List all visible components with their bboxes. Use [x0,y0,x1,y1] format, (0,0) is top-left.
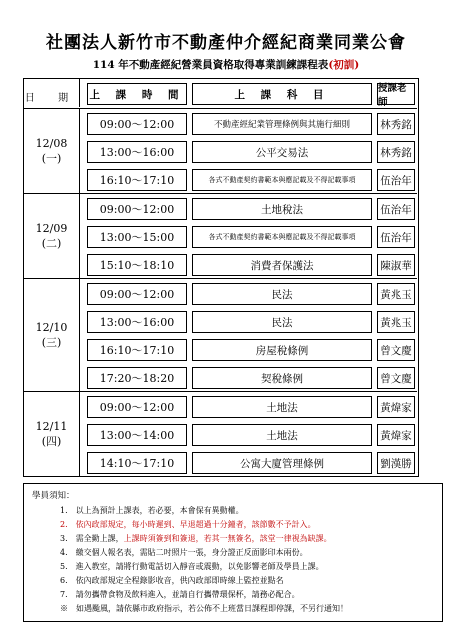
header-course: 上 課 科 目 [192,83,372,105]
table-row [80,280,417,307]
date-cell [24,279,80,391]
notice-text-highlight: 上課時須簽到和簽退，若其一無簽名，該堂一律視為缺課。 [123,534,332,543]
teacher-cell: 曾文慶 [377,339,415,361]
teacher-cell: 黃煒家 [377,396,415,418]
teacher-cell: 黃兆玉 [377,283,415,305]
time-cell: 17:20～18:20 [87,367,187,389]
time-cell: 13:00～16:00 [87,311,187,333]
time-cell: 09:00～12:00 [87,198,187,220]
teacher-cell: 黃煒家 [377,424,415,446]
table-row [80,364,417,391]
notice-item: 2. 依內政部規定，每小時遲到、早退超過十分鐘者，該節數不予計入。 [60,520,316,529]
teacher-cell: 伍治年 [377,198,415,220]
date-label: 12/08 [35,137,68,150]
date-label: 12/09 [35,222,68,235]
time-cell: 14:10～17:10 [87,452,187,474]
weekday-label: (二) [41,237,62,250]
table-row [80,308,417,335]
course-cell: 消費者保護法 [192,254,372,276]
notice-item: 4. 繳交個人報名表，需貼二吋照片一張，身分證正反面影印本兩份。 [60,548,308,557]
teacher-cell: 伍治年 [377,169,415,191]
table-row [80,393,417,420]
date-cell [24,109,80,193]
time-cell: 13:00～16:00 [87,141,187,163]
header-time: 上 課 時 間 [87,83,187,105]
notice-item [32,532,434,546]
table-row [80,166,417,193]
teacher-cell: 黃兆玉 [377,311,415,333]
time-cell: 09:00～12:00 [87,396,187,418]
date-label: 12/10 [35,321,68,334]
teacher-cell: 伍治年 [377,226,415,248]
course-cell: 各式不動產契約書範本與應記載及不得記載事項 [192,169,372,191]
table-header [24,79,417,109]
header-teacher: 授課老師 [377,83,415,105]
day-group [24,392,417,476]
time-cell: 09:00～12:00 [87,283,187,305]
course-cell: 民法 [192,311,372,333]
notice-item: 6. 依內政部規定全程錄影收音，供內政部即時線上監控並點名 [60,576,284,585]
notice-title: 學員須知： [32,491,75,501]
course-cell: 契稅條例 [192,367,372,389]
course-cell: 民法 [192,283,372,305]
table-row [80,223,417,250]
day-group [24,109,417,194]
time-cell: 13:00～15:00 [87,226,187,248]
weekday-label: (三) [41,336,62,349]
page-title: 社團法人新竹市不動產仲介經紀商業同業公會 [46,33,406,53]
weekday-label: (四) [41,435,62,448]
notice-item: 7. 請勿攜帶食物及飲料進入，並請自行攜帶環保杯，請務必配合。 [60,590,300,599]
page-subtitle [0,57,452,72]
table-row [80,195,417,222]
time-cell: 16:10～17:10 [87,169,187,191]
subtitle-tag: (初訓) [328,59,360,71]
schedule-table [23,78,419,477]
teacher-cell: 陳淑華 [377,254,415,276]
course-cell: 土地稅法 [192,198,372,220]
header-date: 日 期 [24,79,80,107]
date-label: 12/11 [35,420,68,433]
weekday-label: (一) [41,152,62,165]
day-group [24,194,417,279]
date-cell [24,194,80,278]
course-cell: 各式不動產契約書範本與應記載及不得記載事項 [192,226,372,248]
time-cell: 16:10～17:10 [87,339,187,361]
subtitle-main: 114 年不動產經紀營業員資格取得專業訓練課程表 [92,59,329,71]
course-cell: 公平交易法 [192,141,372,163]
course-cell: 公寓大廈管理條例 [192,452,372,474]
course-cell: 房屋稅條例 [192,339,372,361]
course-cell: 不動產經紀業管理條例與其施行細則 [192,113,372,135]
date-cell [24,392,80,476]
course-cell: 土地法 [192,396,372,418]
course-cell: 土地法 [192,424,372,446]
teacher-cell: 曾文慶 [377,367,415,389]
day-group [24,279,417,392]
table-row [80,421,417,448]
time-cell: 15:10～18:10 [87,254,187,276]
notice-text: 3. 需全勤上課， [60,534,124,543]
notice-item: 1. 以上為預計上課表，若必要，本會保有異動權。 [60,506,244,515]
table-row [80,251,417,278]
table-row [80,449,417,476]
table-row [80,110,417,137]
time-cell: 13:00～14:00 [87,424,187,446]
teacher-cell: 林秀銘 [377,141,415,163]
table-row [80,336,417,363]
notice-box [23,483,443,622]
teacher-cell: 劉漢勝 [377,452,415,474]
notice-item: 5. 進入教室，請將行動電話切入靜音或震動，以免影響老師及學員上課。 [60,562,324,571]
teacher-cell: 林秀銘 [377,113,415,135]
table-row [80,138,417,165]
time-cell: 09:00～12:00 [87,113,187,135]
notice-item: ※ 如遇颱風，請依縣市政府指示，若公佈不上班當日課程即停課，不另行通知！ [60,604,348,613]
